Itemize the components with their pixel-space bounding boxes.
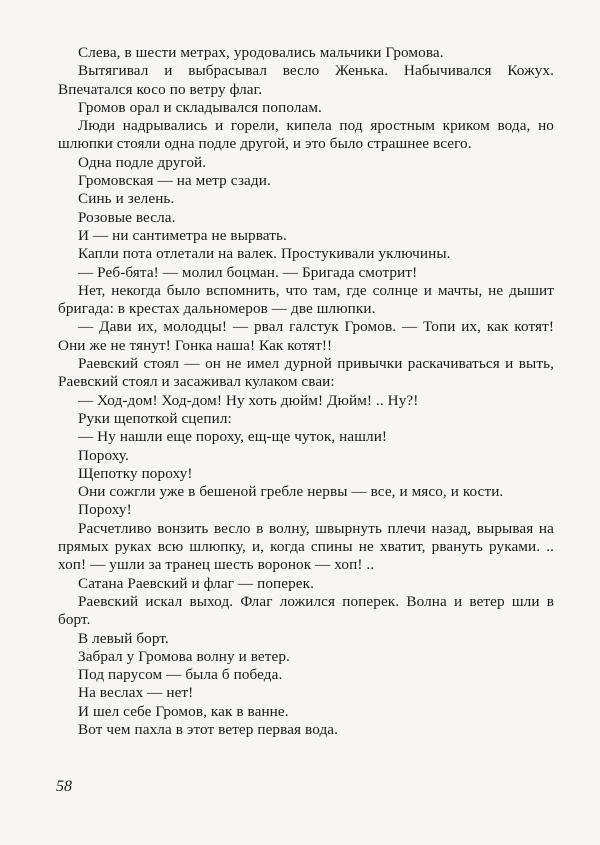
paragraph: Вот чем пахла в этот ветер первая вода. (78, 720, 339, 738)
text-body (58, 44, 554, 739)
paragraph: Забрал у Громова волну и ветер. (78, 647, 290, 665)
paragraph: Громов орал и складывался пополам. (78, 98, 322, 116)
paragraph: — Ну нашли еще пороху, ещ-ще чуток, нашли! (78, 428, 388, 446)
paragraph: — Ход-дом! Ход-дом! Ну хоть дюйм! Дюйм! .. Ну?! (78, 391, 419, 409)
paragraph: — Дави их, молодцы! — рвал галстук Громов. — Топи их, как котят! Они же не тянут! Гонка наша! Как котят!! (58, 318, 554, 354)
paragraph: На веслах — нет! (78, 684, 194, 702)
paragraph: Нет, некогда было вспомнить, что там, где солнце и мачты, не дышит бригада: в крестах дальномеров — две шлюпки. (58, 281, 554, 318)
paragraph: Пороху! (78, 501, 132, 519)
paragraph: Расчетливо вонзить весло в волну, швырнуть плечи назад, вырывая на прямых руках всю шлюпку, и, когда спины не хватит, рвануть руками. .. хоп! — ушли за транец шесть воронок — хоп! .. (58, 519, 554, 574)
paragraph: Руки щепоткой сцепил: (78, 409, 232, 427)
paragraph: Слева, в шести метрах, уродовались мальчики Громова. (78, 44, 444, 61)
paragraph: Они сожгли уже в бешеной гребле нервы — все, и мясо, и кости. (78, 483, 504, 501)
paragraph: Раевский стоял — он не имел дурной привычки раскачиваться и выть, Раевский стоял и засаживал кулаком сваи: (58, 355, 554, 391)
paragraph: Синь и зелень. (78, 190, 175, 208)
paragraph: Капли пота отлетали на валек. Простукивали уключины. (78, 245, 451, 263)
paragraph: Пороху. (78, 446, 129, 464)
page-number: 58 (56, 778, 72, 795)
paragraph: Громовская — на метр сзади. (78, 172, 271, 190)
paragraph: Сатана Раевский и флаг — поперек. (78, 574, 315, 592)
paragraph: И шел себе Громов, как в ванне. (78, 702, 289, 720)
paragraph: Одна подле другой. (78, 153, 207, 171)
paragraph: — Реб-бята! — молил боцман. — Бригада смотрит! (78, 263, 418, 281)
paragraph: Розовые весла. (78, 208, 176, 226)
paragraph: Вытягивал и выбрасывал весло Женька. Набычивался Кожух. Впечатался косо по ветру флаг. (58, 62, 554, 98)
paragraph: В левый борт. (78, 629, 169, 647)
paragraph: Щепотку пороху! (78, 464, 193, 482)
paragraph: Под парусом — была б победа. (78, 666, 283, 684)
paragraph: И — ни сантиметра не вырвать. (78, 226, 287, 244)
paragraph: Люди надрывались и горели, кипела под яростным криком вода, но шлюпки стояли одна подле другой, и это было страшнее всего. (58, 117, 554, 153)
paragraph: Раевский искал выход. Флаг ложился поперек. Волна и ветер шли в борт. (58, 592, 554, 629)
